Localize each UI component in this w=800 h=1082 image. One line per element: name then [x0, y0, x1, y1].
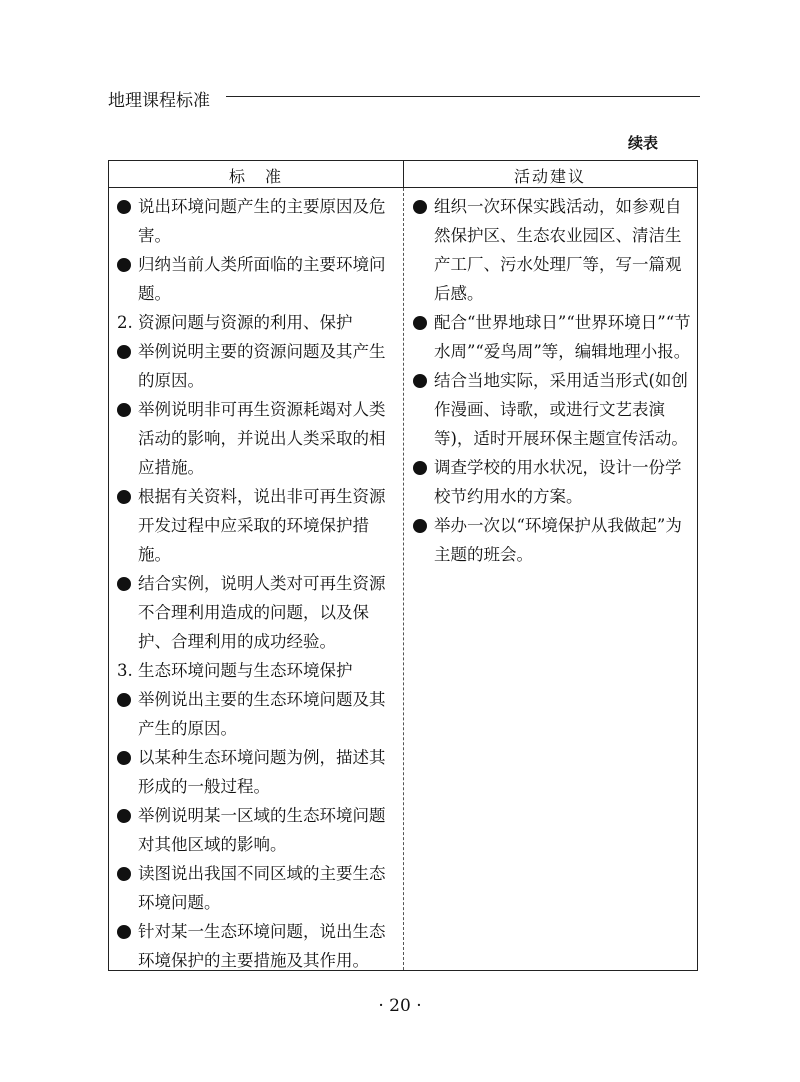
continued-label: 续表 [628, 134, 659, 152]
section-heading [117, 656, 399, 685]
list-item [117, 192, 399, 250]
table-header-row [109, 161, 697, 188]
list-item-text: 结合实例，说明人类对可再生资源不合理利用造成的问题，以及保护、合理利用的成功经验。 [138, 574, 386, 651]
list-item-text: 针对某一生态环境问题，说出生态环境保护的主要措施及其作用。 [138, 922, 386, 970]
header-divider [403, 161, 404, 187]
bullet-dot-icon [117, 867, 131, 881]
bullet-dot-icon [117, 258, 131, 272]
list-item-text: 配合“世界地球日”“世界环境日”“节水周”“爱鸟周”等，编辑地理小报。 [434, 313, 691, 361]
bullet-dot-icon [117, 345, 131, 359]
bullet-dot-icon [117, 577, 131, 591]
list-item-text: 2. 资源问题与资源的利用、保护 [117, 313, 353, 332]
list-item-text: 说出环境问题产生的主要原因及危害。 [138, 197, 386, 245]
standards-table [108, 160, 698, 971]
list-item-text: 读图说出我国不同区域的主要生态环境问题。 [138, 864, 386, 912]
list-item-text: 举办一次以“环境保护从我做起”为主题的班会。 [434, 516, 682, 564]
column-header-standards: 标 准 [228, 167, 283, 186]
bullet-dot-icon [117, 693, 131, 707]
list-item-text: 调查学校的用水状况，设计一份学校节约用水的方案。 [434, 458, 682, 506]
bullet-dot-icon [117, 751, 131, 765]
list-item-text: 以某种生态环境问题为例，描述其形成的一般过程。 [138, 748, 386, 796]
list-item-text: 3. 生态环境问题与生态环境保护 [117, 661, 353, 680]
list-item [413, 511, 691, 569]
page-number: · 20 · [378, 996, 422, 1016]
bullet-dot-icon [413, 374, 427, 388]
activities-column [413, 192, 691, 569]
bullet-dot-icon [117, 403, 131, 417]
list-item-text: 举例说出主要的生态环境问题及其产生的原因。 [138, 690, 386, 738]
list-item-text: 举例说明非可再生资源耗竭对人类活动的影响，并说出人类采取的相应措施。 [138, 400, 386, 477]
bullet-dot-icon [117, 809, 131, 823]
list-item [117, 801, 399, 859]
list-item-text: 根据有关资料，说出非可再生资源开发过程中应采取的环境保护措施。 [138, 487, 386, 564]
book-title: 地理课程标准 [108, 91, 210, 111]
list-item [117, 482, 399, 569]
list-item [413, 366, 691, 453]
bullet-dot-icon [117, 490, 131, 504]
list-item [117, 917, 399, 975]
list-item [413, 192, 691, 308]
bullet-dot-icon [117, 925, 131, 939]
section-heading [117, 308, 399, 337]
bullet-dot-icon [413, 316, 427, 330]
list-item [413, 308, 691, 366]
list-item [117, 395, 399, 482]
list-item [117, 859, 399, 917]
list-item-text: 举例说明主要的资源问题及其产生的原因。 [138, 342, 386, 390]
standards-column [117, 192, 399, 975]
column-header-activities: 活动建议 [513, 167, 586, 186]
list-item [117, 250, 399, 308]
list-item [117, 685, 399, 743]
list-item [117, 569, 399, 656]
list-item [117, 337, 399, 395]
bullet-dot-icon [413, 461, 427, 475]
header-rule [226, 96, 700, 97]
list-item-text: 结合当地实际，采用适当形式(如创作漫画、诗歌，或进行文艺表演等)，适时开展环保主题宣传活动。 [434, 371, 688, 448]
list-item [117, 743, 399, 801]
list-item-text: 举例说明某一区域的生态环境问题对其他区域的影响。 [138, 806, 386, 854]
list-item-text: 组织一次环保实践活动，如参观自然保护区、生态农业园区、清洁生产工厂、污水处理厂等，写一篇观后感。 [434, 197, 682, 303]
bullet-dot-icon [413, 519, 427, 533]
column-divider [403, 188, 404, 970]
list-item-text: 归纳当前人类所面临的主要环境问题。 [138, 255, 386, 303]
bullet-dot-icon [413, 200, 427, 214]
list-item [413, 453, 691, 511]
bullet-dot-icon [117, 200, 131, 214]
